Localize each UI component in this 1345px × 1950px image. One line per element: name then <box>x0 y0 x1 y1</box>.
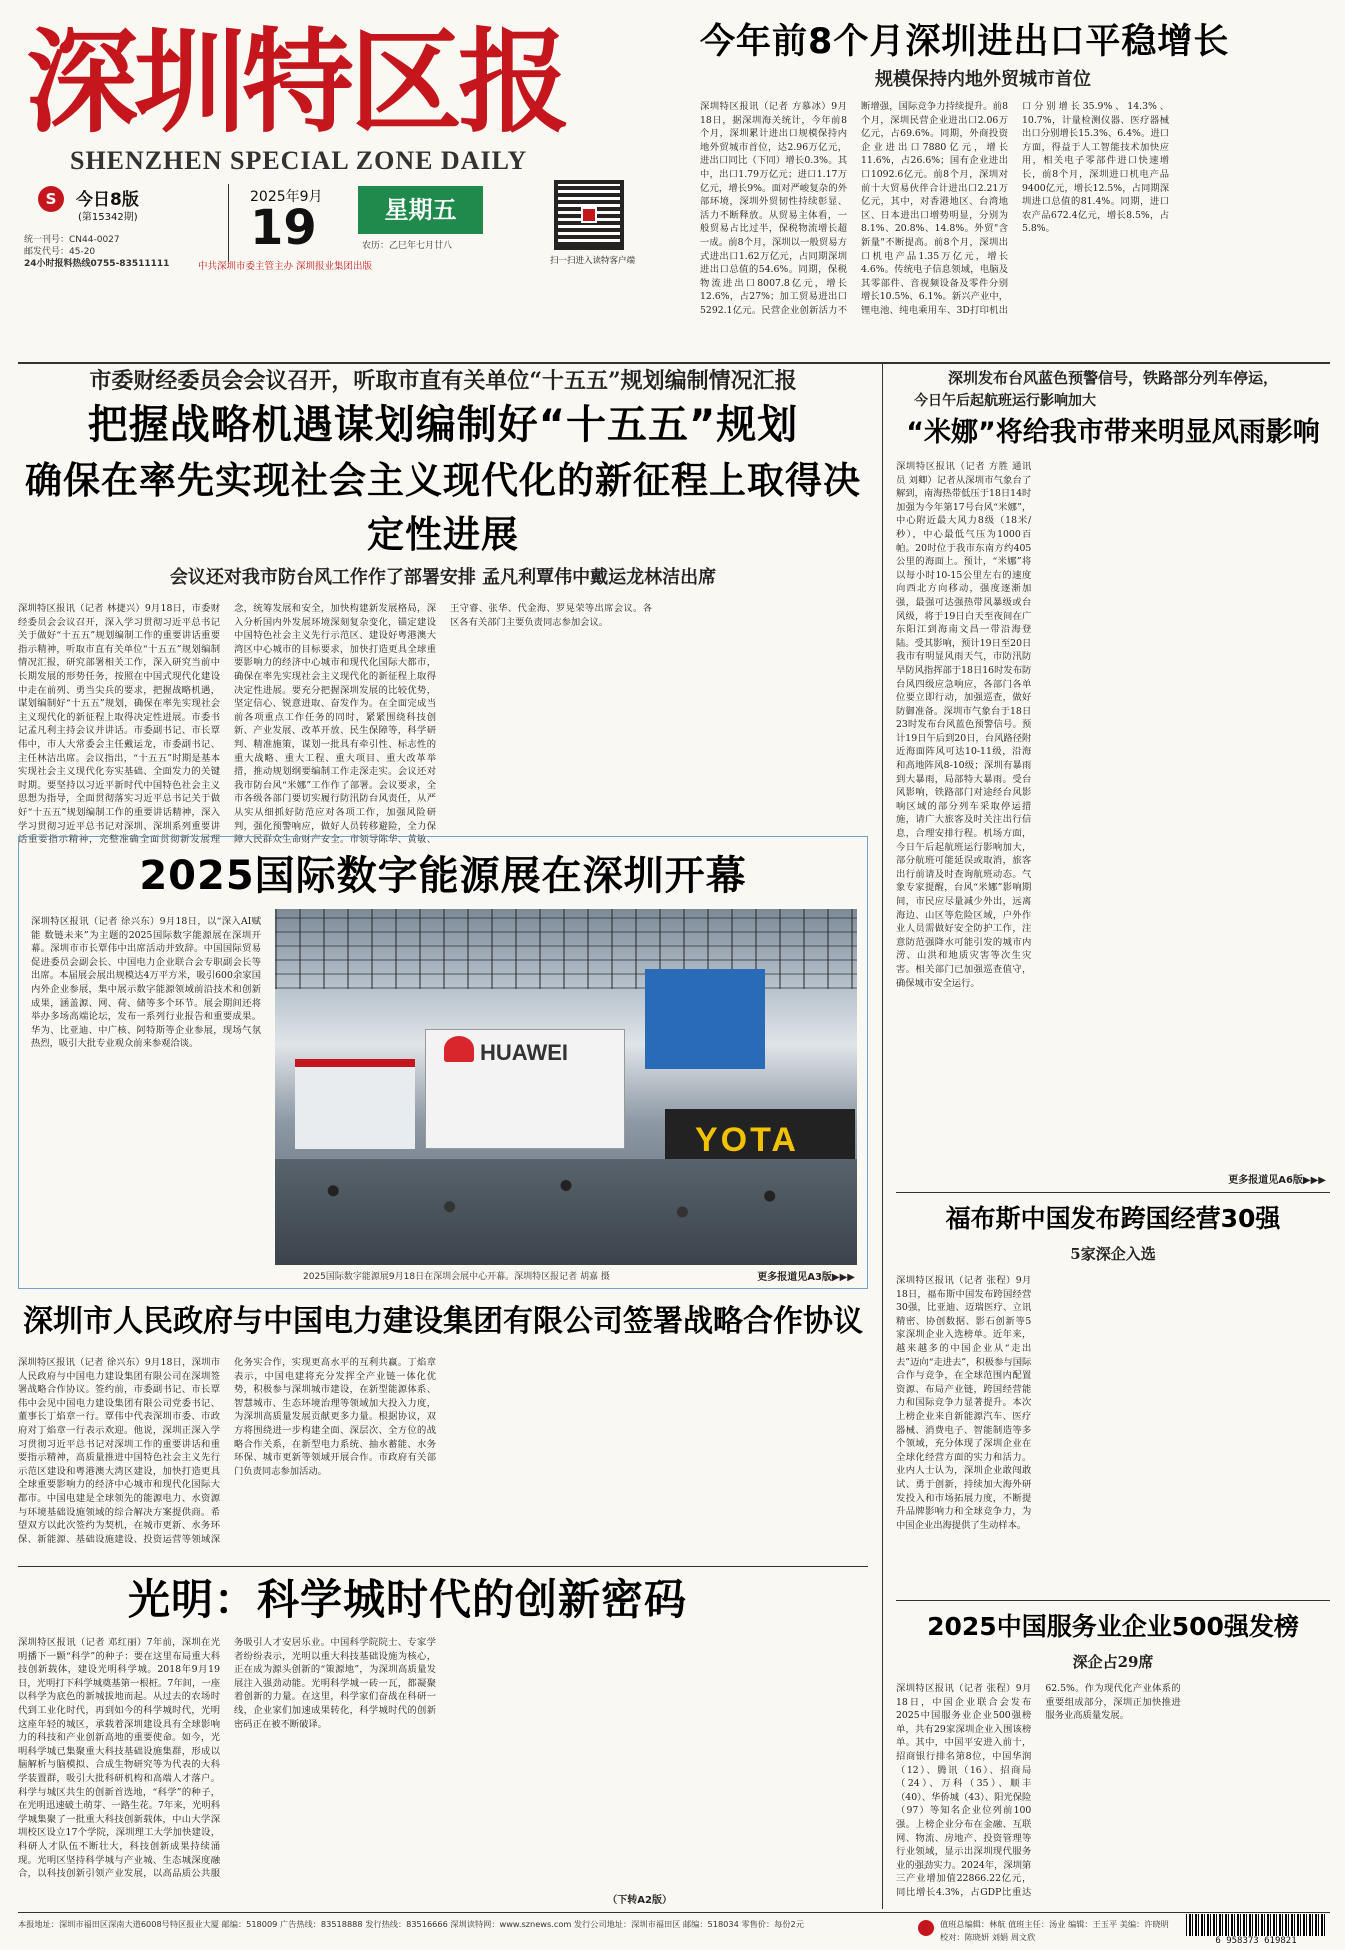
photo-crowd <box>275 1159 857 1265</box>
expo-photo[interactable] <box>275 909 857 1265</box>
barcode-number: 6 958373 619821 <box>1215 1936 1297 1946</box>
qr-code-logo-icon <box>581 207 597 223</box>
typhoon-story <box>896 366 1330 1186</box>
forbes-headline[interactable]: 福布斯中国发布跨国经营30强 <box>945 1204 1281 1233</box>
qr-caption: 扫一扫进入读特客户端 <box>550 256 636 266</box>
guangming-body: 深圳特区报讯（记者 邓红丽）7年前，深圳在光明播下一颗“科学”的种子：要在这里布局重大科技创新载体，建设光明科学城。2018年9月19日，光明打下科学城奠基第一根桩。7年间，一座以科学为底色的新城拔地而起。从过去的农场时代到工业化时代，再到如今的科学城时代，光明这座年轻的城区，承载着深圳建设具有全球影响力的科技和产业创新高地的重要使命。如今，光明科学城已集聚重大科技基础设施集群，形成以脑解析与脑模拟、合成生物研究等为代表的大科学装置群，吸引大批科研机构和高端人才落户。科学与城区共生的创新首选地，“科学”的种子，在光明迅速破土萌芽、一路生花。7年来，光明科学城集聚了一批重大科技创新载体，中山大学深圳校区设立17个学院，深圳理工大学加快建设，科研人才队伍不断壮大，科技创新成果持续涌现。光明区坚持科学城与产业城、生态城深度融合，以科技创新引领产业发展，以高品质公共服务吸引人才安居乐业。中国科学院院士、专家学者纷纷表示，光明以重大科技基础设施为核心，正在成为源头创新的“策源地”，为深圳高质量发展注入强劲动能。光明科学城一砖一瓦，都凝聚着创新的力量。在这里，科学家们奋战在科研一线，企业家们加速成果转化，科学城时代的创新密码正在被不断破译。 <box>18 1637 436 1880</box>
huawei-logo-icon <box>444 1036 474 1062</box>
guangming-story <box>18 1568 868 1908</box>
typhoon-body: 深圳特区报讯（记者 方胜 通讯员 刘卿）记者从深圳市气象台了解到，南海热带低压于18日14时加强为今年第17号台风“米娜”，中心附近最大风力8级（18米/秒），中心最低气压为1000百帕。20时位于我市东南方约405公里的海面上。预计，“米娜”将以每小时10-15公里左右的速度向西北方向移动，强度逐渐加强，最强可达强热带风暴级或台风级，将于19日白天至夜间在广东阳江到海南文昌一带沿海登陆。受其影响，预计19日至20日我市有明显风雨天气，市防汛防旱防风指挥部于18日16时发布防台风四级应急响应，各部门各单位要立即行动，加强巡查，做好防御准备。深圳市气象台于18日23时发布台风蓝色预警信号。预计19日午后到20日，台风路径附近海面阵风可达10-11级，沿海和高地阵风8-10级；深圳有暴雨到大暴雨，局部特大暴雨。受台风影响，铁路部门对途经台风影响区域的部分列车采取停运措施，请广大旅客及时关注出行信息，合理安排行程。机场方面，今日午后起航班运行影响加大，部分航班可能延误或取消，旅客出行前请及时查询航班动态。气象专家提醒，台风“米娜”影响期间，市民应尽量减少外出，远离海边、山区等危险区域，户外作业人员需做好安全防护工作，注意防范强降水可能引发的城市内涝、山洪和地质灾害等次生灾害。相关部门已加强巡查值守，确保城市安全运行。 <box>896 461 1032 989</box>
edition-badge-icon: S <box>38 186 64 212</box>
service-headline[interactable]: 2025中国服务业企业500强发榜 <box>927 1612 1299 1641</box>
top-story-subhead: 规模保持内地外贸城市首位 <box>875 69 1091 90</box>
booth-huawei <box>425 1029 625 1149</box>
footer-left: 本报地址：深圳市福田区深南大道6008号特区报业大厦 邮编：518009 广告热线：83518888 发行热线：83516666 深圳读特网：www.sznews.com 发行公司地址：深圳市福田区 邮编：518034 零售价：每份2元 <box>18 1919 804 1929</box>
barcode-icon <box>1186 1914 1326 1936</box>
typhoon-kicker: 深圳发布台风蓝色预警信号，铁路部分列车停运， <box>947 369 1278 387</box>
issue-no: (第15342期) <box>78 212 138 223</box>
typhoon-headline[interactable]: “米娜”将给我市带来明显风雨影响 <box>906 417 1320 448</box>
footer-right: 值班总编辑：林航 值班主任：汤业 编辑：王玉平 美编：许晓明 校对：陈晓妍 刘娟 周文欣 <box>940 1919 1169 1942</box>
typhoon-more-link[interactable]: 更多报道见A6版▶▶▶ <box>1228 1175 1326 1186</box>
power-headline[interactable]: 深圳市人民政府与中国电力建设集团有限公司签署战略合作协议 <box>23 1304 863 1339</box>
booth-left <box>295 1059 415 1149</box>
forbes-body: 深圳特区报讯（记者 张程）9月18日，福布斯中国发布跨国经营30强，比亚迪、迈瑞医疗、立讯精密、协创数据、影石创新等5家深圳企业入选榜单。近年来，越来越多的中国企业从“走出去”迈向“走进去”，积极参与国际合作与竞争，在全球范围内配置资源、布局产业链，跨国经营能力和国际竞争力显著提升。本次上榜企业来自新能源汽车、医疗器械、消费电子、智能制造等多个领域，充分体现了深圳企业在全球化经营方面的实力和活力。业内人士认为，深圳企业敢闯敢试、勇于创新，持续加大海外研发投入和市场拓展力度，不断提升品牌影响力和全球竞争力，为中国企业出海提供了生动样本。 <box>896 1275 1032 1531</box>
top-story-body: 深圳特区报讯（记者 方慕冰）9月18日，据深圳海关统计，今年前8个月，深圳累计进出口规模保持内地外贸城市首位，达2.96万亿元，进出口同比（下同）增长0.3%。其中，出口1.79万亿元；进口1.17万亿元，增长9%。面对严峻复杂的外部环境，深圳外贸韧性持续彰显、活力不断释放。从贸易主体看，一般贸易占比过半，保税物流增长超一成。前8个月，深圳以一般贸易方式进出口1.62万亿元，占同期深圳进出口总值的54.6%。同期，保税物流进出口8007.8亿元，增长12.6%，占27%；加工贸易进出口5292.1亿元。民营企业创新活力不断增强，国际竞争力持续提升。前8个月，深圳民营企业进出口2.06万亿元，占69.6%。同期，外商投资企业进出口7880亿元，增长11.6%，占26.6%；国有企业进出口1092.6亿元。前8个月，深圳对前十大贸易伙伴合计进出口2.21万亿元，其中，对香港地区、台湾地区、日本进出口增势明显，分别为8.1%、20.8%、14.8%。外贸"含新量"不断提高。前8个月，深圳出口机电产品1.35万亿元，增长4.6%。传统电子信息领域，电脑及其零部件、音视频设备及零件分别增长10.5%、6.1%。新兴产业中，锂电池、纯电乘用车、3D打印机出口分别增长35.9%、14.3%、10.7%，计量检测仪器、医疗器械出口分别增长15.3%、6.4%。进口方面，得益于人工智能技术加快应用，相关电子零部件进口快速增长，前8个月，深圳进口机电产品9400亿元，增长12.5%，占同期深圳进口总值的81.4%。同期，进口农产品672.4亿元，增长8.5%，占5.8%。 <box>700 101 1169 316</box>
service-subhead: 深企占29席 <box>1072 1653 1154 1671</box>
service-body: 深圳特区报讯（记者 张程）9月18日，中国企业联合会发布2025中国服务业企业500强榜单，共有29家深圳企业入围该榜单。其中，中国平安进入前十，招商银行排名第8位，中国华润（12）、腾讯（16）、招商局（24）、万科（35）、顺丰（40）、华侨城（43）、阳光保险（97）等知名企业位列前100强。上榜企业分布在金融、互联网、物流、房地产、投资管理等行业领域，显示出深圳现代服务业的强劲实力。2024年，深圳第三产业增加值22866.22亿元，同比增长4.3%，占GDP比重达62.5%。作为现代化产业体系的重要组成部分，深圳正加快推进服务业高质量发展。 <box>896 1683 1181 1898</box>
expo-story <box>18 836 868 1289</box>
lead-kicker: 市委财经委员会会议召开，听取市直有关单位“十五五”规划编制情况汇报 <box>89 368 797 394</box>
info-line-2: 邮发代号：45-20 <box>24 247 96 257</box>
info-line-1: 统一刊号：CN44-0027 <box>24 235 120 245</box>
lead-headline-2[interactable]: 确保在率先实现社会主义现代化的新征程上取得决定性进展 <box>25 459 861 556</box>
top-story-headline[interactable]: 今年前8个月深圳进出口平稳增长 <box>700 22 1230 62</box>
power-body: 深圳特区报讯（记者 徐兴东）9月18日，深圳市人民政府与中国电力建设集团有限公司在深圳签署战略合作协议。签约前，市委副书记、市长覃伟中会见中国电力建设集团有限公司党委书记、董事长丁焰章一行。覃伟中代表深圳市委、市政府对丁焰章一行表示欢迎。他说，深圳正深入学习贯彻习近平总书记对深圳工作的重要讲话和重要指示精神，高质量推进中国特色社会主义先行示范区建设和粤港澳大湾区建设，加快打造更具全球重要影响力的经济中心城市和现代化国际大都市。中国电建是全球领先的能源电力、水资源与环境基础设施领域的综合解决方案提供商。希望双方以此次签约为契机，在城市更新、水务环保、新能源、基础设施建设、投资运营等领域深化务实合作，实现更高水平的互利共赢。丁焰章表示，中国电建将充分发挥全产业链一体化优势，积极参与深圳城市建设，在新型能源体系、智慧城市、生态环境治理等领域加大投入力度，为深圳高质量发展贡献更多力量。根据协议，双方将围绕进一步构建全面、深层次、全方位的战略合作关系，在新型电力系统、抽水蓄能、水务环保、城市更新等领域开展合作。市政府有关部门负责同志参加活动。 <box>18 1357 436 1545</box>
guangming-more-link[interactable]: （下转A2版） <box>607 1895 672 1906</box>
year-month: 2025年9月 <box>250 189 323 205</box>
top-story <box>700 18 1330 328</box>
logo-text: 深圳特区报 <box>26 17 566 148</box>
guangming-headline[interactable]: 光明：科学城时代的创新密码 <box>128 1575 688 1624</box>
expo-headline[interactable]: 2025国际数字能源展在深圳开幕 <box>139 853 747 899</box>
lead-body: 深圳特区报讯（记者 林捷兴）9月18日，市委财经委员会会议召开，深入学习贯彻习近平总书记关于做好“十五五”规划编制工作的重要讲话重要指示精神，听取市直有关单位“十五五”规划编制情况汇报，研究部署相关工作，深入研究当前中长期发展的形势任务，按照在中国式现代化建设中走在前列、勇当尖兵的要求，把握战略机遇，谋划编制好“十五五”规划，确保在率先实现社会主义现代化的新征程上取得决定性进展。市委书记孟凡利主持会议并讲话。市委副书记、市长覃伟中，市人大常委会主任戴运龙，市委副书记、主任林洁出席。会议指出，“十五五”时期是基本实现社会主义现代化夯实基础、全面发力的关键时期。要坚持以习近平新时代中国特色社会主义思想为指导，全面贯彻落实习近平总书记关于做好“十五五”规划编制工作的重要讲话精神，深入学习贯彻习近平总书记对深圳、深圳系列重要讲话重要指示精神，完整准确全面贯彻新发展理念，统筹发展和安全，加快构建新发展格局，深入分析国内外发展环境深刻复杂变化，锚定建设中国特色社会主义先行示范区、建设好粤港澳大湾区中心城市的目标要求，加快打造更具全球重要影响力的经济中心城市和现代化国际大都市，确保在率先实现社会主义现代化的新征程上取得决定性进展。要充分把握深圳发展的比较优势，坚定信心、锐意进取、奋发作为。在全面完成当前各项重点工作任务的同时，紧紧围绕科技创新、产业发展、改革开放、民生保障等，科学研判、精准施策，谋划一批具有牵引性、标志性的重大战略、重大工程、重大项目、重大改革举措，推动规划纲要编制工作走深走实。会议还对我市防台风“米娜”工作作了部署。会议要求，全市各级各部门要切实履行防汛防台风责任，从严从实从细抓好防范应对各项工作，加强风险研判，强化预警响应，做好人员转移避险，全力保障人民群众生命财产安全。市领导陈华、黄敏、王守睿、张华、代金海、罗晃荣等出席会议。各区各有关部门主要负责同志参加会议。 <box>18 603 652 846</box>
masthead <box>18 10 688 272</box>
footer-logo-icon <box>918 1920 934 1936</box>
service-story <box>896 1604 1330 1910</box>
expo-body: 深圳特区报讯（记者 徐兴东）9月18日，以“深入AI赋能 数链未来”为主题的2025国际数字能源展在深圳开幕。深圳市市长覃伟中出席活动并致辞。中国国际贸易促进委员会副会长、中国电力企业联合会专职副会长等出席。本届展会展出规模达4万平方米，吸引600余家国内外企业参展，集中展示数字能源领域前沿技术和创新成果，涵盖源、网、荷、储等多个环节。展会期间还将举办多场高端论坛，发布一系列行业报告和重要成果。华为、比亚迪、中广核、阿特斯等企业参展，现场气氛热烈，吸引大批专业观众前来参观洽谈。 <box>31 916 261 1050</box>
booth-blue <box>645 969 765 1069</box>
footer <box>18 1914 1330 1948</box>
english-name: SHENZHEN SPECIAL ZONE DAILY <box>70 146 528 175</box>
info-line-3: 24小时报料热线0755-83511111 <box>24 259 170 269</box>
lead-subhead: 会议还对我市防台风工作作了部署安排 孟凡利覃伟中戴运龙林洁出席 <box>169 567 717 588</box>
weekday: 星期五 <box>358 186 483 234</box>
expo-caption: 2025国际数字能源展9月18日在深圳会展中心开幕。深圳特区报记者 胡嘉 摄 <box>303 1272 610 1282</box>
photo-label-huawei: HUAWEI <box>480 1040 568 1065</box>
lead-story <box>18 362 868 846</box>
day: 19 <box>250 200 317 256</box>
lead-headline-1[interactable]: 把握战略机遇谋划编制好“十五五”规划 <box>87 402 799 448</box>
photo-truss <box>275 909 857 989</box>
photo-label-yota: YOTA <box>695 1121 799 1159</box>
edition: 今日8版 <box>76 190 139 210</box>
lunar-date: 农历：乙巳年七月廿八 <box>362 241 453 251</box>
forbes-story <box>896 1196 1330 1598</box>
typhoon-kicker-2: 今日午后起航班运行影响加大 <box>914 393 1096 409</box>
power-story <box>18 1296 868 1564</box>
sponsor-line: 中共深圳市委主管主办 深圳报业集团出版 <box>198 261 373 272</box>
forbes-subhead: 5家深企入选 <box>1070 1245 1156 1263</box>
expo-more-link[interactable]: 更多报道见A3版▶▶▶ <box>757 1272 855 1283</box>
